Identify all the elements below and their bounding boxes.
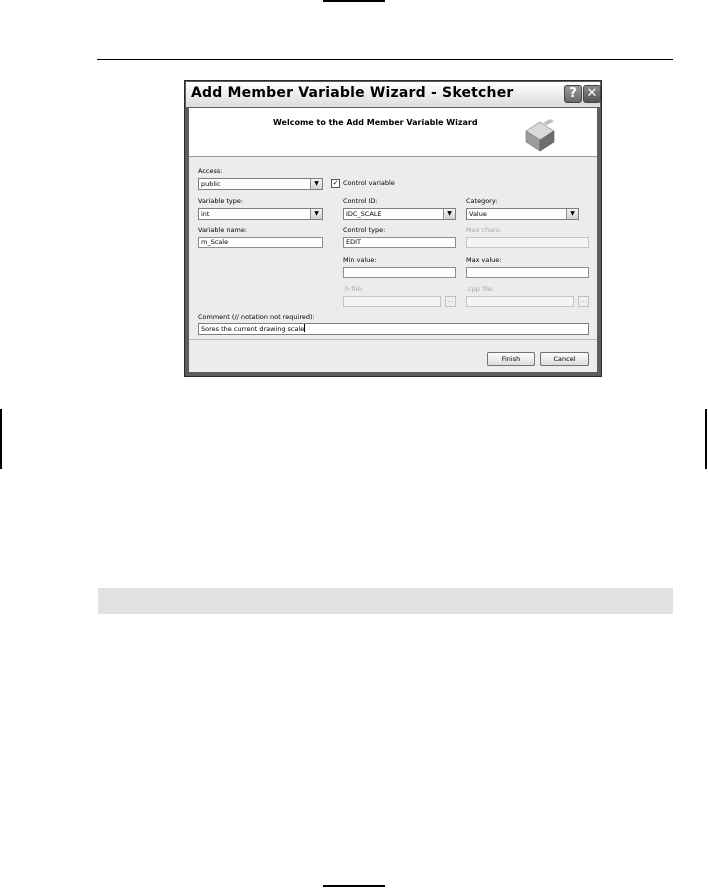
max-chars-label: Max chars: (466, 226, 502, 234)
close-icon: ✕ (586, 86, 598, 101)
control-variable-checkbox[interactable] (331, 179, 340, 188)
wizard-welcome-title: Welcome to the Add Member Variable Wizard (273, 118, 478, 127)
variable-type-value: int (201, 210, 210, 218)
access-value: public (201, 180, 221, 188)
cpp-file-field[interactable] (466, 296, 574, 307)
chevron-down-icon: ▼ (310, 209, 322, 219)
finish-button[interactable]: Finish (487, 352, 535, 366)
min-value-label: Min value: (343, 256, 377, 264)
min-value-field[interactable] (343, 267, 456, 278)
max-value-field[interactable] (466, 267, 589, 278)
help-button[interactable] (564, 85, 582, 103)
cpp-file-label: .cpp file: (466, 285, 495, 293)
variable-type-dropdown[interactable] (198, 208, 323, 220)
text-cursor (304, 324, 305, 332)
page-bottom-rule (323, 885, 385, 887)
max-chars-field[interactable] (466, 237, 589, 248)
cancel-button[interactable]: Cancel (540, 352, 589, 366)
variable-type-label: Variable type: (198, 197, 244, 205)
dialog-title: Add Member Variable Wizard - Sketcher (191, 85, 514, 101)
page-top-rule (323, 0, 385, 2)
category-value: Value (469, 210, 487, 218)
shaded-band (98, 588, 673, 614)
chevron-down-icon: ▼ (443, 209, 455, 219)
max-value-label: Max value: (466, 256, 502, 264)
h-file-browse-button[interactable]: ... (445, 296, 456, 307)
title-bar[interactable] (186, 82, 600, 107)
comment-label: Comment (// notation not required): (198, 313, 315, 321)
page-header-rule (97, 59, 673, 60)
add-member-variable-dialog (184, 80, 602, 377)
variable-name-label: Variable name: (198, 226, 248, 234)
left-margin-mark (0, 409, 2, 469)
category-dropdown[interactable] (466, 208, 579, 220)
control-id-value: IDC_SCALE (346, 210, 382, 218)
comment-field[interactable] (198, 323, 589, 335)
control-type-label: Control type: (343, 226, 386, 234)
chevron-down-icon: ▼ (310, 179, 322, 189)
control-type-field: EDIT (343, 237, 456, 248)
checkmark-icon: ✓ (332, 179, 339, 187)
control-id-label: Control ID: (343, 197, 378, 205)
variable-name-field[interactable]: m_Scale (198, 237, 323, 248)
category-label: Category: (466, 197, 498, 205)
footer-divider (189, 339, 597, 340)
comment-value: Sores the current drawing scale (201, 325, 305, 333)
h-file-label: .h file: (343, 285, 364, 293)
wizard-header (189, 108, 597, 157)
help-icon: ? (569, 86, 577, 101)
wizard-cube-icon (520, 113, 560, 153)
control-variable-label: Control variable (343, 179, 395, 187)
chevron-down-icon: ▼ (566, 209, 578, 219)
access-label: Access: (198, 167, 223, 175)
dialog-client-area (189, 108, 597, 372)
cpp-file-browse-button[interactable]: ... (578, 296, 589, 307)
control-id-dropdown[interactable] (343, 208, 456, 220)
right-margin-mark (705, 409, 707, 469)
close-button[interactable] (583, 85, 601, 103)
h-file-field[interactable] (343, 296, 441, 307)
access-dropdown[interactable] (198, 178, 323, 190)
